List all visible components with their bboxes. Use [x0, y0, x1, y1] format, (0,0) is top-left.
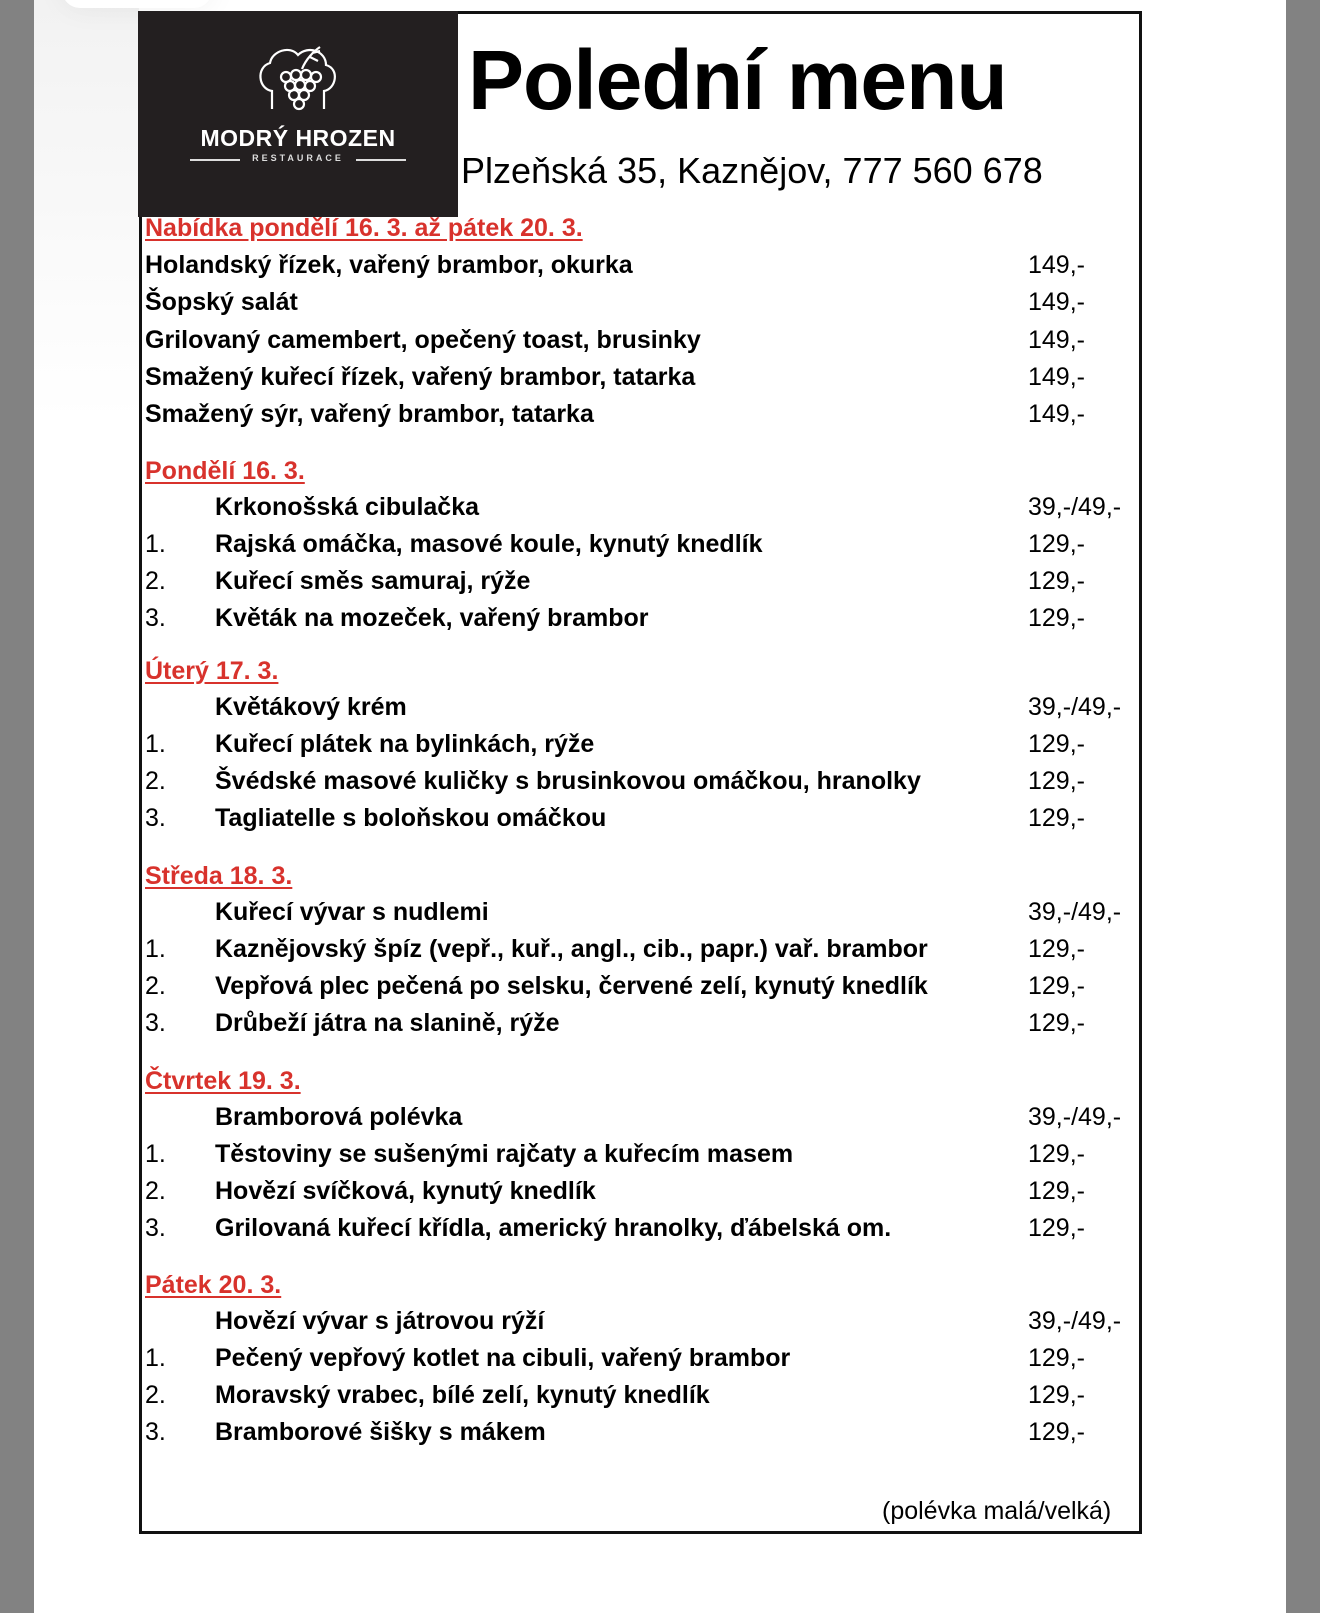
weekly-item	[145, 251, 1135, 289]
dish-price: 129,-	[1028, 604, 1085, 633]
weekly-item	[145, 400, 1135, 438]
contact-info: Plzeňská 35, Kaznějov, 777 560 678	[461, 150, 1043, 191]
dish-name: Šopský salát	[145, 288, 298, 317]
dish-name: Těstoviny se sušenými rajčaty a kuřecím masem	[215, 1140, 794, 1168]
daily-item	[145, 604, 1135, 642]
dish-name: Tagliatelle s boloňskou omáčkou	[215, 804, 607, 833]
dish-price: 129,-	[1028, 1418, 1085, 1447]
dish-name: Kuřecí vývar s nudlemi	[215, 898, 489, 926]
day-heading: Čtvrtek 19. 3.	[145, 1067, 301, 1095]
weekly-item	[145, 326, 1135, 364]
dish-price: 149,-	[1028, 251, 1085, 279]
item-number: 3.	[145, 604, 166, 633]
dish-name: Smažený kuřecí řízek, vařený brambor, tatarka	[145, 362, 696, 391]
dish-name: Květákový krém	[215, 693, 407, 721]
daily-item	[145, 730, 1135, 768]
dish-price: 149,-	[1028, 362, 1085, 391]
daily-item	[145, 1214, 1135, 1252]
dish-price: 129,-	[1028, 567, 1085, 596]
dish-name: Grilovaný camembert, opečený toast, brusinky	[145, 325, 701, 354]
daily-item	[145, 1009, 1135, 1047]
daily-item	[145, 935, 1135, 973]
dish-price: 149,-	[1028, 400, 1085, 429]
day-heading: Středa 18. 3.	[145, 862, 293, 890]
right-gutter	[1286, 0, 1320, 1613]
dish-price: 129,-	[1028, 767, 1085, 796]
weekly-heading: Nabídka pondělí 16. 3. až pátek 20. 3.	[145, 214, 583, 242]
dish-price: 39,-/49,-	[1028, 493, 1122, 521]
dish-price: 129,-	[1028, 1009, 1085, 1038]
dish-name: Smažený sýr, vařený brambor, tatarka	[145, 400, 594, 429]
dish-price: 129,-	[1028, 730, 1085, 758]
daily-item	[145, 1177, 1135, 1215]
left-gutter	[0, 0, 34, 1613]
dish-price: 129,-	[1028, 972, 1085, 1001]
logo-divider-right	[356, 159, 406, 161]
daily-item	[145, 530, 1135, 568]
dish-price: 39,-/49,-	[1028, 1307, 1122, 1335]
day-heading: Pondělí 16. 3.	[145, 457, 305, 485]
daily-item	[145, 804, 1135, 842]
dish-price: 129,-	[1028, 804, 1085, 833]
daily-item	[145, 1381, 1135, 1419]
restaurant-subtitle: RESTAURACE	[252, 153, 344, 163]
dish-name: Bramborová polévka	[215, 1103, 463, 1131]
dish-price: 149,-	[1028, 288, 1085, 317]
item-number: 3.	[145, 804, 166, 833]
dish-name: Kuřecí plátek na bylinkách, rýže	[215, 730, 595, 758]
item-number: 2.	[145, 972, 166, 1001]
dish-price: 129,-	[1028, 1344, 1085, 1372]
dish-name: Pečený vepřový kotlet na cibuli, vařený brambor	[215, 1344, 791, 1372]
dish-name: Holandský řízek, vařený brambor, okurka	[145, 251, 633, 279]
dish-price: 129,-	[1028, 1140, 1085, 1168]
dish-price: 129,-	[1028, 1177, 1085, 1206]
item-number: 2.	[145, 1177, 166, 1206]
daily-item	[145, 767, 1135, 805]
dish-price: 129,-	[1028, 1214, 1085, 1243]
item-number: 1.	[145, 1140, 166, 1168]
item-number: 3.	[145, 1418, 166, 1447]
soup-item	[145, 898, 1135, 936]
dish-price: 149,-	[1028, 325, 1085, 354]
day-heading: Pátek 20. 3.	[145, 1271, 282, 1299]
item-number: 2.	[145, 767, 166, 796]
dish-price: 39,-/49,-	[1028, 1103, 1122, 1131]
dish-name: Švédské masové kuličky s brusinkovou omáčkou, hranolky	[215, 767, 921, 796]
item-number: 1.	[145, 1344, 166, 1372]
restaurant-name: MODRÝ HROZEN	[200, 125, 396, 151]
page-title: Polední menu	[468, 33, 1007, 127]
dish-name: Moravský vrabec, bílé zelí, kynutý knedlík	[215, 1381, 710, 1410]
dish-price: 39,-/49,-	[1028, 898, 1122, 926]
top-overlay-pill	[62, 0, 212, 8]
soup-item	[145, 1103, 1135, 1141]
item-number: 3.	[145, 1009, 166, 1038]
item-number: 3.	[145, 1214, 166, 1243]
dish-name: Hovězí vývar s játrovou rýží	[215, 1307, 545, 1335]
dish-name: Vepřová plec pečená po selsku, červené zelí, kynutý knedlík	[215, 972, 928, 1001]
weekly-item	[145, 363, 1135, 401]
daily-item	[145, 1418, 1135, 1456]
item-number: 2.	[145, 567, 166, 596]
dish-name: Krkonošská cibulačka	[215, 493, 480, 521]
soup-item	[145, 493, 1135, 531]
dish-price: 129,-	[1028, 530, 1085, 558]
dish-name: Květák na mozeček, vařený brambor	[215, 604, 649, 633]
dish-price: 129,-	[1028, 935, 1085, 963]
dish-name: Kaznějovský špíz (vepř., kuř., angl., cib., papr.) vař. brambor	[215, 935, 928, 963]
item-number: 1.	[145, 530, 166, 558]
dish-name: Hovězí svíčková, kynutý knedlík	[215, 1177, 596, 1206]
daily-item	[145, 972, 1135, 1010]
dish-name: Grilovaná kuřecí křídla, americký hranolky, ďábelská om.	[215, 1214, 892, 1243]
soup-item	[145, 1307, 1135, 1345]
footnote: (polévka malá/velká)	[882, 1497, 1112, 1525]
daily-item	[145, 1344, 1135, 1382]
item-number: 1.	[145, 935, 166, 963]
background-shade	[34, 0, 139, 420]
soup-item	[145, 693, 1135, 731]
dish-name: Bramborové šišky s mákem	[215, 1418, 546, 1447]
dish-price: 39,-/49,-	[1028, 693, 1122, 721]
dish-price: 129,-	[1028, 1381, 1085, 1410]
dish-name: Drůbeží játra na slanině, rýže	[215, 1009, 560, 1038]
restaurant-logo	[138, 11, 458, 217]
dish-name: Rajská omáčka, masové koule, kynutý knedlík	[215, 530, 763, 558]
item-number: 2.	[145, 1381, 166, 1410]
day-heading: Úterý 17. 3.	[145, 657, 279, 685]
weekly-item	[145, 288, 1135, 326]
item-number: 1.	[145, 730, 166, 758]
daily-item	[145, 1140, 1135, 1178]
chef-hat-grapes-icon	[250, 41, 346, 123]
dish-name: Kuřecí směs samuraj, rýže	[215, 567, 531, 596]
daily-item	[145, 567, 1135, 605]
